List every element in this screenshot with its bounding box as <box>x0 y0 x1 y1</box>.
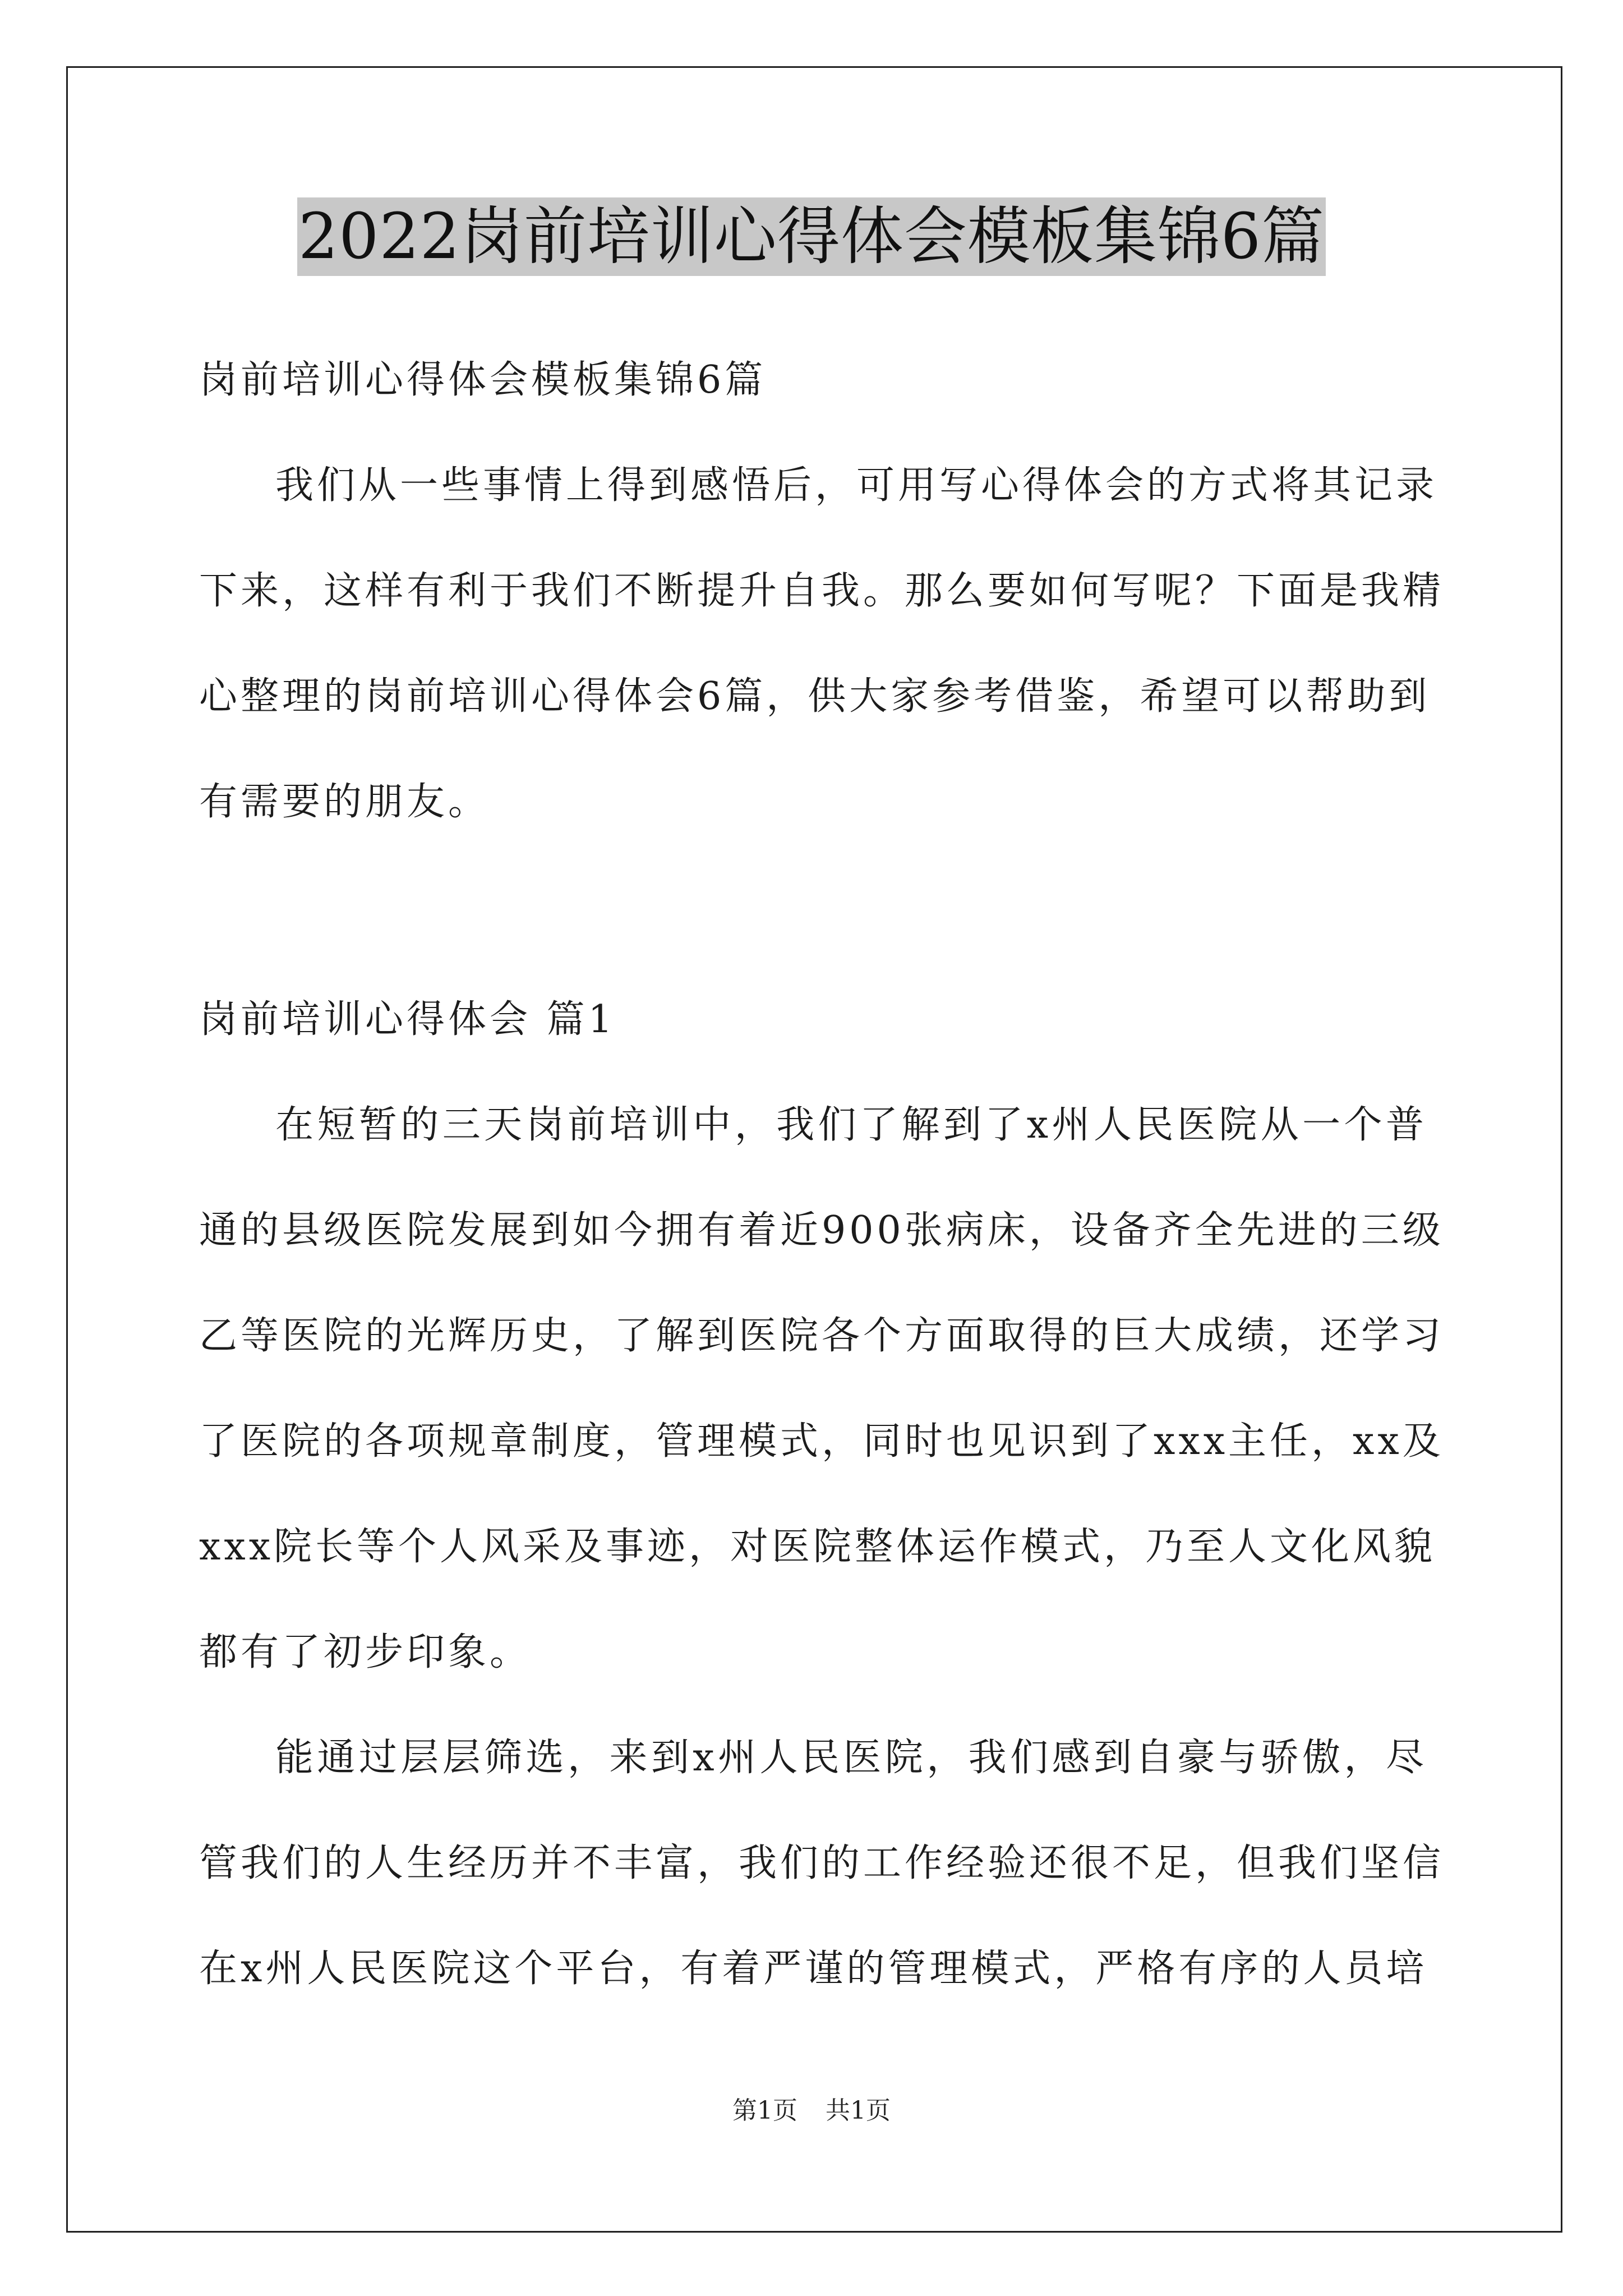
paragraph-line: 都有了初步印象。 <box>199 1630 532 1674</box>
page-total: 共1页 <box>826 2096 891 2125</box>
paragraph-line: 在短暂的三天岗前培训中，我们了解到了x州人民医院从一个普 <box>275 1103 1427 1147</box>
paragraph-line: 在x州人民医院这个平台，有着严谨的管理模式，严格有序的人员培 <box>199 1947 1428 1991</box>
page-footer <box>0 2095 1623 2127</box>
paragraph-line: 管我们的人生经历并不丰富，我们的工作经验还很不足，但我们坚信 <box>199 1841 1445 1885</box>
paragraph-line: 通的县级医院发展到如今拥有着近900张病床，设备齐全先进的三级 <box>199 1208 1444 1253</box>
paragraph-line: xxx院长等个人风采及事迹，对医院整体运作模式，乃至人文化风貌 <box>199 1525 1436 1569</box>
page-number: 第1页 <box>732 2096 797 2125</box>
paragraph-line: 乙等医院的光辉历史，了解到医院各个方面取得的巨大成绩，还学习 <box>199 1314 1445 1358</box>
paragraph-line: 能通过层层筛选，来到x州人民医院，我们感到自豪与骄傲，尽 <box>275 1736 1427 1780</box>
document-title: 2022岗前培训心得体会模板集锦6篇 <box>297 197 1326 276</box>
document-subtitle: 岗前培训心得体会模板集锦6篇 <box>199 358 767 402</box>
intro-line: 我们从一些事情上得到感悟后，可用写心得体会的方式将其记录 <box>275 463 1438 508</box>
title-container <box>0 197 1623 276</box>
intro-line: 有需要的朋友。 <box>199 780 490 824</box>
intro-line: 下来，这样有利于我们不断提升自我。那么要如何写呢？下面是我精 <box>199 569 1445 613</box>
paragraph-line: 了医院的各项规章制度，管理模式，同时也见识到了xxx主任，xx及 <box>199 1419 1444 1464</box>
section-heading: 岗前培训心得体会 篇1 <box>199 997 616 1042</box>
intro-line: 心整理的岗前培训心得体会6篇，供大家参考借鉴，希望可以帮助到 <box>199 674 1431 719</box>
